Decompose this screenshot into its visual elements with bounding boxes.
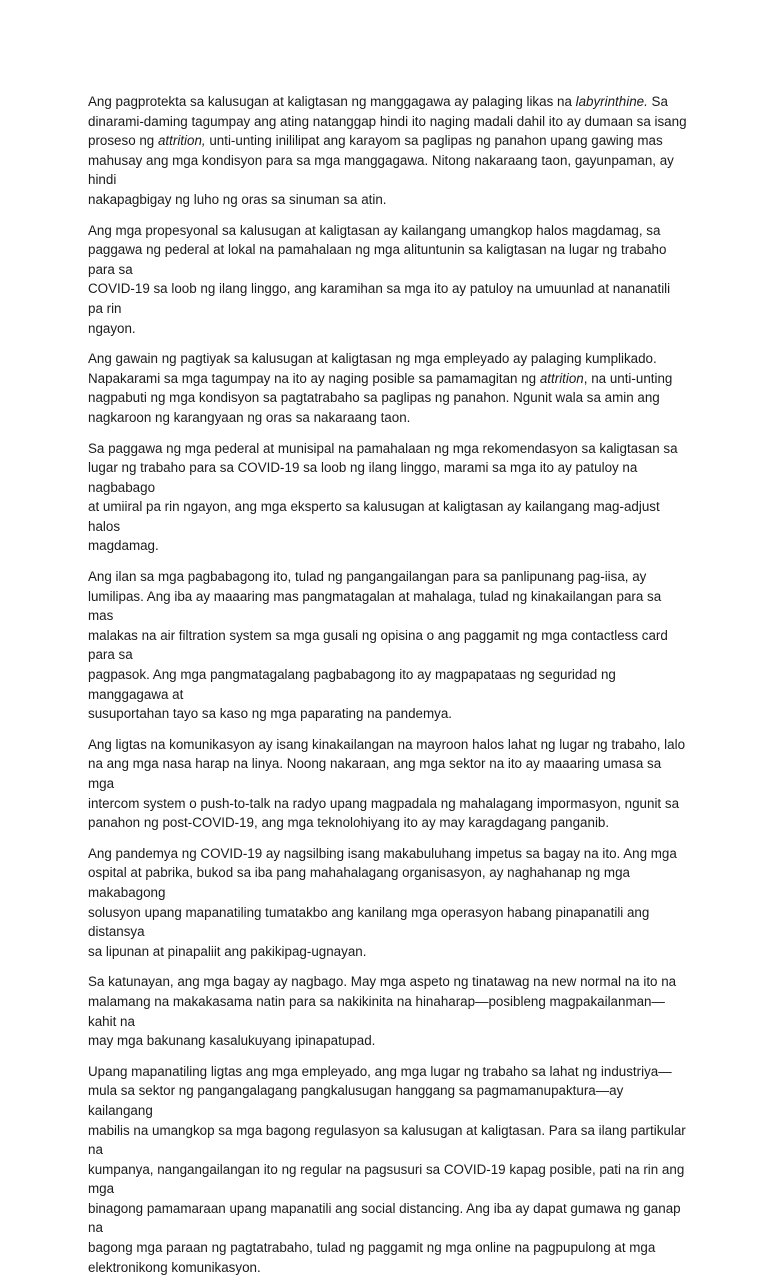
- paragraph-3-term-attrition: attrition: [539, 370, 584, 386]
- paragraph-1-term-attrition: attrition,: [157, 133, 206, 149]
- paragraph-1-term-labyrinthine: labyrinthine.: [575, 94, 648, 109]
- paragraph-2: Ang mga propesyonal sa kalusugan at kaligtasan ay kailangang umangkop halos magdamag, sa paggawa ng pederal at lokal na pamahalaan ng mga alituntunin sa kaligtasan na lugar ng trabaho para sa COVID-19 sa loob ng ilang linggo, ang karamihan sa mga ito ay patuloy na umuunlad at nananatili pa rin ngayon.: [88, 222, 671, 336]
- paragraph-1-text-c: unti-unting inililipat ang karayom sa paglipas ng panahon upang gawing mas mahusay ang mga kondisyon para sa mga manggagawa. Nitong nakaraang taon, gayunpaman, ay hindi nakapagbigay ng luho ng oras sa sinuman sa atin.: [88, 133, 674, 207]
- paragraph-4: Sa paggawa ng mga pederal at munisipal na pamahalaan ng mga rekomendasyon sa kaligtasan sa lugar ng trabaho para sa COVID-19 sa loob ng ilang linggo, marami sa mga ito ay patuloy na nagbabago at umiiral pa rin ngayon, ang mga eksperto sa kalusugan at kaligtasan ay kailangang mag-adjust halos magdamag.: [88, 440, 678, 554]
- document-page: [88, 92, 688, 1288]
- paragraph-3-text-b: , na unti-unting nagpabuti ng mga kondisyon sa pagtatrabaho sa paglipas ng panahon. Ngunit wala sa amin ang nagkaroon ng karangyaan ng oras sa nakaraang taon.: [88, 370, 673, 425]
- paragraph-6: Ang ligtas na komunikasyon ay isang kinakailangan na mayroon halos lahat ng lugar ng trabaho, lalo na ang mga nasa harap na linya. Noong nakaraan, ang mga sektor na ito ay maaaring umasa sa mga intercom system o push-to-talk na radyo upang magpadala ng mahalagang impormasyon, ngunit sa panahon ng post-COVID-19, ang mga teknolohiyang ito ay may karagdagang panganib.: [88, 736, 686, 831]
- paragraph-9: Upang mapanatiling ligtas ang mga empleyado, ang mga lugar ng trabaho sa lahat ng industriya— mula sa sektor ng pangangalagang pangkalusugan hanggang sa pagmamanupaktura—ay kailangang mabilis na umangkop sa mga bagong regulasyon sa kalusugan at kaligtasan. Para sa ilang partikular na kumpanya, nangangailangan ito ng regular na pagsusuri sa COVID-19 kapag posible, pati na rin ang mga binagong pamamaraan upang mapanatili ang social distancing. Ang iba ay dapat gumawa ng ganap na bagong mga paraan ng pagtatrabaho, tulad ng paggamit ng mga online na pagpupulong at mga elektronikong komunikasyon.: [88, 1063, 686, 1275]
- paragraph-1: [88, 92, 688, 210]
- paragraph-1-text-b: Sa dinarami-daming tagumpay ang ating natanggap hindi ito naging madali dahil ito ay dumaan sa isang proseso ng: [88, 94, 687, 149]
- paragraph-3: [88, 349, 688, 427]
- paragraph-3-text-a: Ang gawain ng pagtiyak sa kalusugan at kaligtasan ng mga empleyado ay palaging kumplikado. Napakarami sa mga tagumpay na ito ay naging posible sa pamamagitan ng: [88, 351, 657, 386]
- paragraph-5: Ang ilan sa mga pagbabagong ito, tulad ng pangangailangan para sa panlipunang pag-iisa, ay lumilipas. Ang iba ay maaaring mas pangmatagalan at mahalaga, tulad ng kinakailangan para sa mas malakas na air filtration system sa mga gusali ng opisina o ang paggamit ng mga contactless card para sa pagpasok. Ang mga pangmatagalang pagbabagong ito ay magpapataas ng seguridad ng manggagawa at susuportahan tayo sa kaso ng mga paparating na pandemya.: [88, 569, 668, 722]
- paragraph-1-text-a: Ang pagprotekta sa kalusugan at kaligtasan ng manggagawa ay palaging likas na: [88, 94, 576, 109]
- paragraph-8: Sa katunayan, ang mga bagay ay nagbago. May mga aspeto ng tinatawag na new normal na ito na malamang na makakasama natin para sa nakikinita na hinaharap—posibleng magpakailanman—kahit na may mga bakunang kasalukuyang ipinapatupad.: [88, 974, 677, 1049]
- paragraph-7: Ang pandemya ng COVID-19 ay nagsilbing isang makabuluhang impetus sa bagay na ito. Ang mga ospital at pabrika, bukod sa iba pang mahahalagang organisasyon, ay naghahanap ng mga makabagong solusyon upang mapanatiling tumatakbo ang kanilang mga operasyon habang pinapanatili ang distansya sa lipunan at pinapaliit ang pakikipag-ugnayan.: [88, 845, 677, 959]
